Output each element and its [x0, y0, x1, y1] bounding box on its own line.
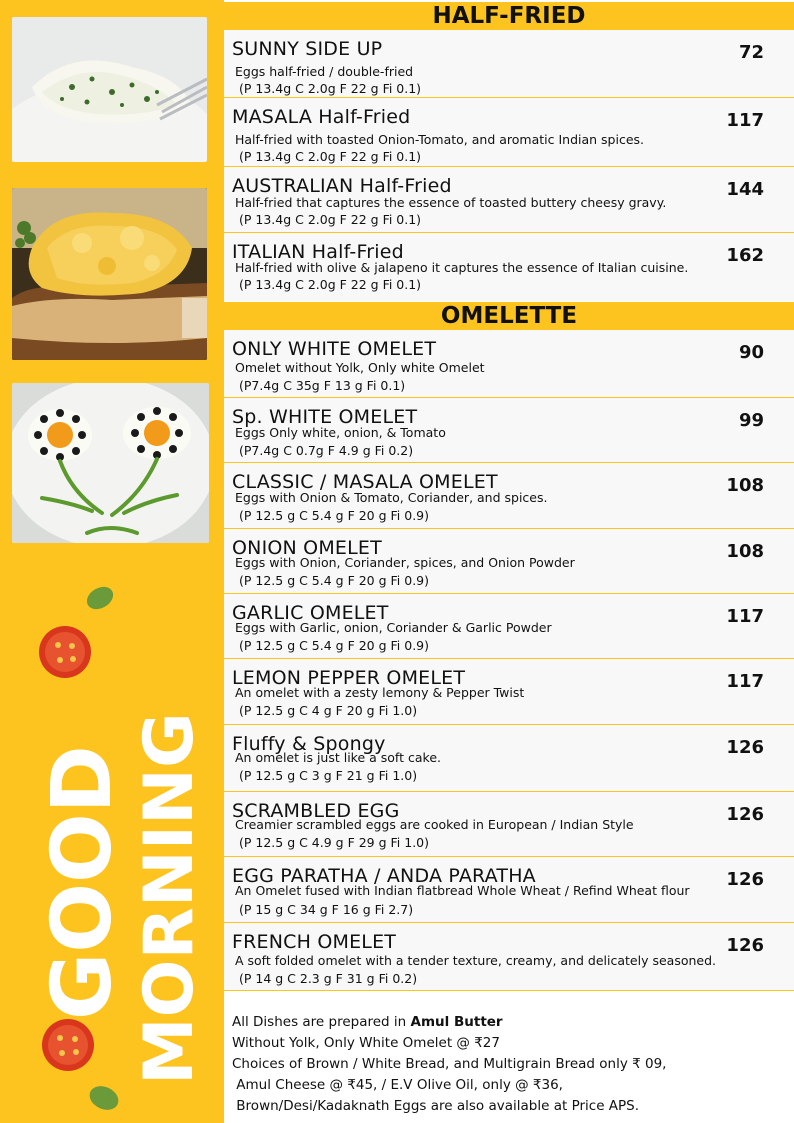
note-line: Brown/Desi/Kadaknath Eggs are also available at Price APS. [232, 1098, 640, 1114]
item-desc: Creamier scrambled eggs are cooked in European / Indian Style [235, 817, 634, 832]
item-name: FRENCH OMELET [232, 931, 397, 953]
menu-item [224, 463, 794, 529]
item-nutrition: (P 12.5 g C 5.4 g F 20 g Fi 0.9) [239, 508, 429, 523]
footer-notes [232, 1012, 666, 1117]
item-price: 99 [738, 410, 764, 431]
section-title-omelette: OMELETTE [224, 302, 794, 330]
item-nutrition: (P 12.5 g C 3 g F 21 g Fi 1.0) [239, 768, 418, 783]
item-desc: Eggs with Onion & Tomato, Coriander, and spices. [235, 490, 548, 505]
item-desc: Half-fried with toasted Onion-Tomato, and aromatic Indian spices. [235, 132, 645, 147]
item-price: 144 [726, 179, 764, 200]
item-name: Fluffy & Spongy [232, 733, 386, 755]
item-nutrition: (P 13.4g C 2.0g F 22 g Fi 0.1) [239, 149, 422, 164]
menu-item [224, 659, 794, 725]
item-price: 108 [726, 475, 764, 496]
item-desc: Half-fried that captures the essence of toasted buttery cheesy gravy. [235, 195, 667, 210]
note-bold-butter: Amul Butter [410, 1014, 503, 1030]
item-name: ONLY WHITE OMELET [232, 338, 437, 360]
item-name: ONION OMELET [232, 537, 382, 559]
item-nutrition: (P 13.4g C 2.0g F 22 g Fi 0.1) [239, 277, 422, 292]
item-desc: Eggs half-fried / double-fried [235, 64, 414, 79]
item-nutrition: (P 13.4g C 2.0g F 22 g Fi 0.1) [239, 212, 422, 227]
item-desc: Eggs with Garlic, onion, Coriander & Garlic Powder [235, 620, 552, 635]
note-line: Without Yolk, Only White Omelet @ ₹27 [232, 1035, 500, 1051]
menu-item [224, 30, 794, 98]
menu-item [224, 98, 794, 167]
item-desc: Eggs with Onion, Coriander, spices, and Onion Powder [235, 555, 575, 570]
item-nutrition: (P 12.5 g C 5.4 g F 20 g Fi 0.9) [239, 638, 429, 653]
section-title-half-fried: HALF-FRIED [224, 2, 794, 30]
note-prefix: All Dishes are prepared in [232, 1014, 411, 1030]
item-price: 117 [726, 110, 764, 131]
item-nutrition: (P 12.5 g C 5.4 g F 20 g Fi 0.9) [239, 573, 429, 588]
item-desc: An omelet with a zesty lemony & Pepper Twist [235, 685, 525, 700]
item-nutrition: (P7.4g C 35g F 13 g Fi 0.1) [239, 378, 406, 393]
item-name: Sp. WHITE OMELET [232, 406, 418, 428]
menu-item [224, 792, 794, 857]
item-desc: Half-fried with olive & jalapeno it captures the essence of Italian cuisine. [235, 260, 689, 275]
menu-item [224, 330, 794, 398]
item-name: LEMON PEPPER OMELET [232, 667, 466, 689]
item-nutrition: (P 14 g C 2.3 g F 31 g Fi 0.2) [239, 971, 418, 986]
item-price: 126 [726, 737, 764, 758]
item-name: MASALA Half-Fried [232, 106, 411, 128]
menu-item [224, 167, 794, 233]
item-name: GARLIC OMELET [232, 602, 389, 624]
good-morning-banner [20, 600, 210, 1100]
menu-item [224, 857, 794, 923]
menu-item [224, 529, 794, 594]
item-name: SCRAMBLED EGG [232, 800, 400, 822]
item-nutrition: (P 15 g C 34 g F 16 g Fi 2.7) [239, 902, 414, 917]
menu-item [224, 594, 794, 659]
item-name: AUSTRALIAN Half-Fried [232, 175, 452, 197]
item-price: 72 [738, 42, 764, 63]
note-line: Choices of Brown / White Bread, and Multigrain Bread only ₹ 09, [232, 1056, 667, 1072]
note-line [232, 1012, 666, 1033]
item-name: SUNNY SIDE UP [232, 38, 383, 60]
menu-item [224, 233, 794, 301]
item-name: EGG PARATHA / ANDA PARATHA [232, 865, 536, 887]
item-desc: Omelet without Yolk, Only white Omelet [235, 360, 485, 375]
item-price: 126 [726, 869, 764, 890]
item-nutrition: (P 12.5 g C 4 g F 20 g Fi 1.0) [239, 703, 418, 718]
scrambled-egg-toast-photo [12, 188, 207, 360]
menu-column [224, 0, 794, 1123]
menu-item [224, 398, 794, 463]
item-price: 90 [738, 342, 764, 363]
item-nutrition: (P7.4g C 0.7g F 4.9 g Fi 0.2) [239, 443, 414, 458]
left-decor-column [0, 0, 224, 1123]
menu-item [224, 725, 794, 792]
banner-morning: MORNING [130, 712, 209, 1085]
banner-good: GOOD [35, 745, 130, 1020]
menu-item [224, 923, 794, 991]
item-price: 108 [726, 541, 764, 562]
item-nutrition: (P 13.4g C 2.0g F 22 g Fi 0.1) [239, 81, 422, 96]
item-desc: A soft folded omelet with a tender texture, creamy, and delicately seasoned. [235, 953, 716, 968]
item-name: ITALIAN Half-Fried [232, 241, 404, 263]
note-line: Amul Cheese @ ₹45, / E.V Olive Oil, only @ ₹36, [232, 1077, 563, 1093]
item-price: 126 [726, 804, 764, 825]
item-nutrition: (P 12.5 g C 4.9 g F 29 g Fi 1.0) [239, 835, 429, 850]
egg-flower-plate-photo [12, 383, 209, 543]
item-desc: An Omelet fused with Indian flatbread Whole Wheat / Refind Wheat flour [235, 883, 690, 898]
item-desc: An omelet is just like a soft cake. [235, 750, 441, 765]
item-desc: Eggs Only white, onion, & Tomato [235, 425, 446, 440]
item-price: 117 [726, 606, 764, 627]
item-price: 126 [726, 935, 764, 956]
item-name: CLASSIC / MASALA OMELET [232, 471, 498, 493]
item-price: 117 [726, 671, 764, 692]
omelet-photo [12, 17, 207, 162]
item-price: 162 [726, 245, 764, 266]
